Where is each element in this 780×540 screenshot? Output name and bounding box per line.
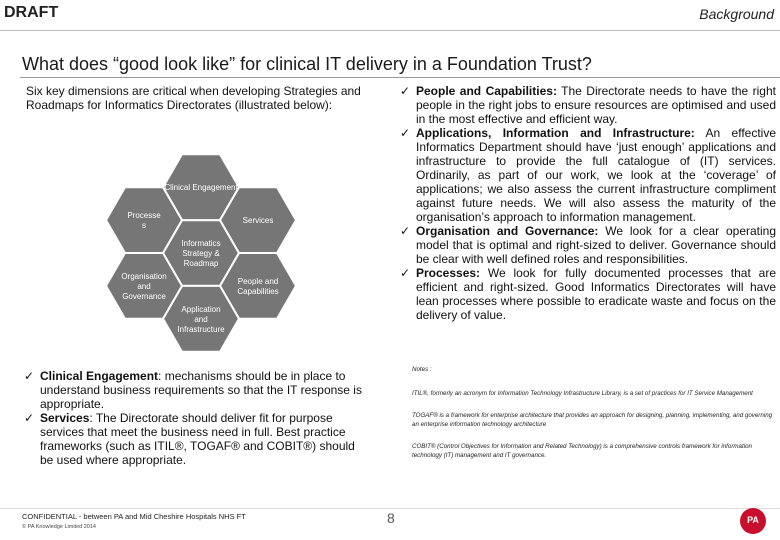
hex-services-label: Services — [242, 216, 274, 226]
list-item-text: An effective Informatics Department should have ‘just enough’ applications and infrastructure to provide the full catalogue of (IT) services. Ordinarily, as part of our work, we look at the ‘coverage’ of applications; we also assess the current infrastructure compliment against future needs. We will also assess the maturity of the organisation’s approach to information management. — [416, 126, 776, 224]
hex-informatics-strategy-label: Roadmap — [183, 259, 219, 268]
hex-people-capabilities-label: Capabilities — [237, 286, 279, 296]
list-item-term: Services — [40, 411, 90, 425]
right-dimension-list — [400, 84, 776, 322]
list-item-term: Processes — [416, 266, 477, 280]
list-item-term: Organisation and Governance — [416, 224, 595, 238]
list-item: ✓ Organisation and Governance: We look for a clear operating model that is optimal and right-sized to deliver. Governance should be clear with well defined roles and responsibilities. — [400, 224, 777, 266]
hex-application-infrastructure-label: and — [194, 314, 208, 324]
check-icon: ✓ — [400, 266, 411, 280]
list-item: ✓ Processes: We look for fully documented processes that are efficient and right-sized. Good Informatics Directorates will have lean processes where possible to eradicate waste and focus on the delivery of value. — [400, 266, 776, 322]
hex-people-capabilities-label: People and — [237, 276, 279, 286]
hex-processes-label: s — [142, 221, 146, 231]
pa-logo-text: PA — [747, 515, 759, 525]
hex-informatics-strategy-label: Strategy & — [182, 249, 220, 258]
list-item: ✓ People and Capabilities: The Directorate needs to have the right people in the right jobs to ensure resources are optimised and used in the most effective and efficient way. — [400, 84, 776, 126]
note-item: TOGAF® is a framework for enterprise architecture that provides an approach for designing, planning, implementing, and governing an enterprise information technology architecture — [412, 412, 773, 428]
list-item-text: The Directorate needs to have the right people in the right jobs to ensure resources are optimised and used in the most effective and efficient way. — [416, 84, 776, 126]
list-item: ✓ Applications, Information and Infrastructure: An effective Informatics Department should have ‘just enough’ applications and infrastructure to provide the full catalogue of (IT) services. Ordinarily, as part of our work, we look at the ‘coverage’ of applications; we also assess the current infrastructure compliment against future needs. We will also assess the maturity of the organisation’s approach to information management. — [400, 126, 776, 224]
confidential-notice: CONFIDENTIAL - between PA and Mid Cheshire Hospitals NHS FT — [22, 512, 246, 521]
notes-block — [412, 366, 778, 460]
hex-processes-label: Processe — [127, 211, 161, 221]
check-icon: ✓ — [400, 84, 411, 98]
check-icon: ✓ — [24, 411, 35, 425]
list-item-term: Clinical Engagement — [40, 369, 159, 383]
list-item-text: We look for fully documented processes that are efficient and right-sized. Good Informatics Directorates will have lean processes where possible to eradicate waste and focus on the delivery of value. — [416, 266, 776, 322]
hex-organisation-governance-label: Governance — [122, 291, 166, 301]
hex-informatics-strategy-label: Informatics — [181, 239, 221, 248]
check-icon: ✓ — [400, 126, 411, 140]
list-item-term: People and Capabilities — [416, 84, 553, 98]
list-item — [24, 369, 366, 411]
hex-application-infrastructure-label: Infrastructure — [177, 324, 225, 334]
copyright-notice: © PA Knowledge Limited 2014 — [22, 524, 96, 530]
hex-organisation-governance-label: Organisation — [121, 271, 167, 281]
list-item — [24, 411, 366, 467]
note-item: COBIT® (Control Objectives for Information and Related Technology) is a comprehensive controls framework for information technology (IT) management and IT governance. — [412, 443, 752, 459]
list-item-text: We look for a clear operating model that is optimal and right-sized to deliver. Governance should be clear with well defined roles and responsibilities. — [416, 224, 777, 266]
draft-label: DRAFT — [4, 4, 59, 21]
check-icon: ✓ — [24, 369, 35, 383]
check-icon: ✓ — [400, 224, 411, 238]
hex-organisation-governance-label: and — [137, 281, 151, 291]
list-item-text: : mechanisms should be in place to understand business requirements so that the IT response is appropriate. — [40, 369, 362, 411]
left-dimension-list — [24, 369, 366, 467]
list-item-text: : The Directorate should deliver fit for purpose services that meet the business need in full. Best practice frameworks (such as ITIL®, TOGAF® and COBIT®) should be used where appropriate. — [40, 411, 355, 467]
section-label: Background — [699, 6, 774, 22]
page-title: What does “good look like” for clinical IT delivery in a Foundation Trust? — [22, 54, 592, 74]
hex-clinical-engagement-label: Clinical Engagement — [164, 183, 238, 193]
list-item-term: Applications, Information and Infrastructure — [416, 126, 691, 140]
footer-divider — [0, 508, 780, 509]
page-number: 8 — [387, 510, 395, 526]
note-item: ITIL®, formerly an acronym for Information Technology Infrastructure Library, is a set of practices for IT Service Management — [412, 389, 753, 397]
hex-application-infrastructure-label: Application — [181, 304, 221, 314]
notes-heading: Notes : — [412, 366, 432, 373]
intro-text: Six key dimensions are critical when developing Strategies and Roadmaps for Informatics Directorates (illustrated below): — [26, 84, 361, 112]
